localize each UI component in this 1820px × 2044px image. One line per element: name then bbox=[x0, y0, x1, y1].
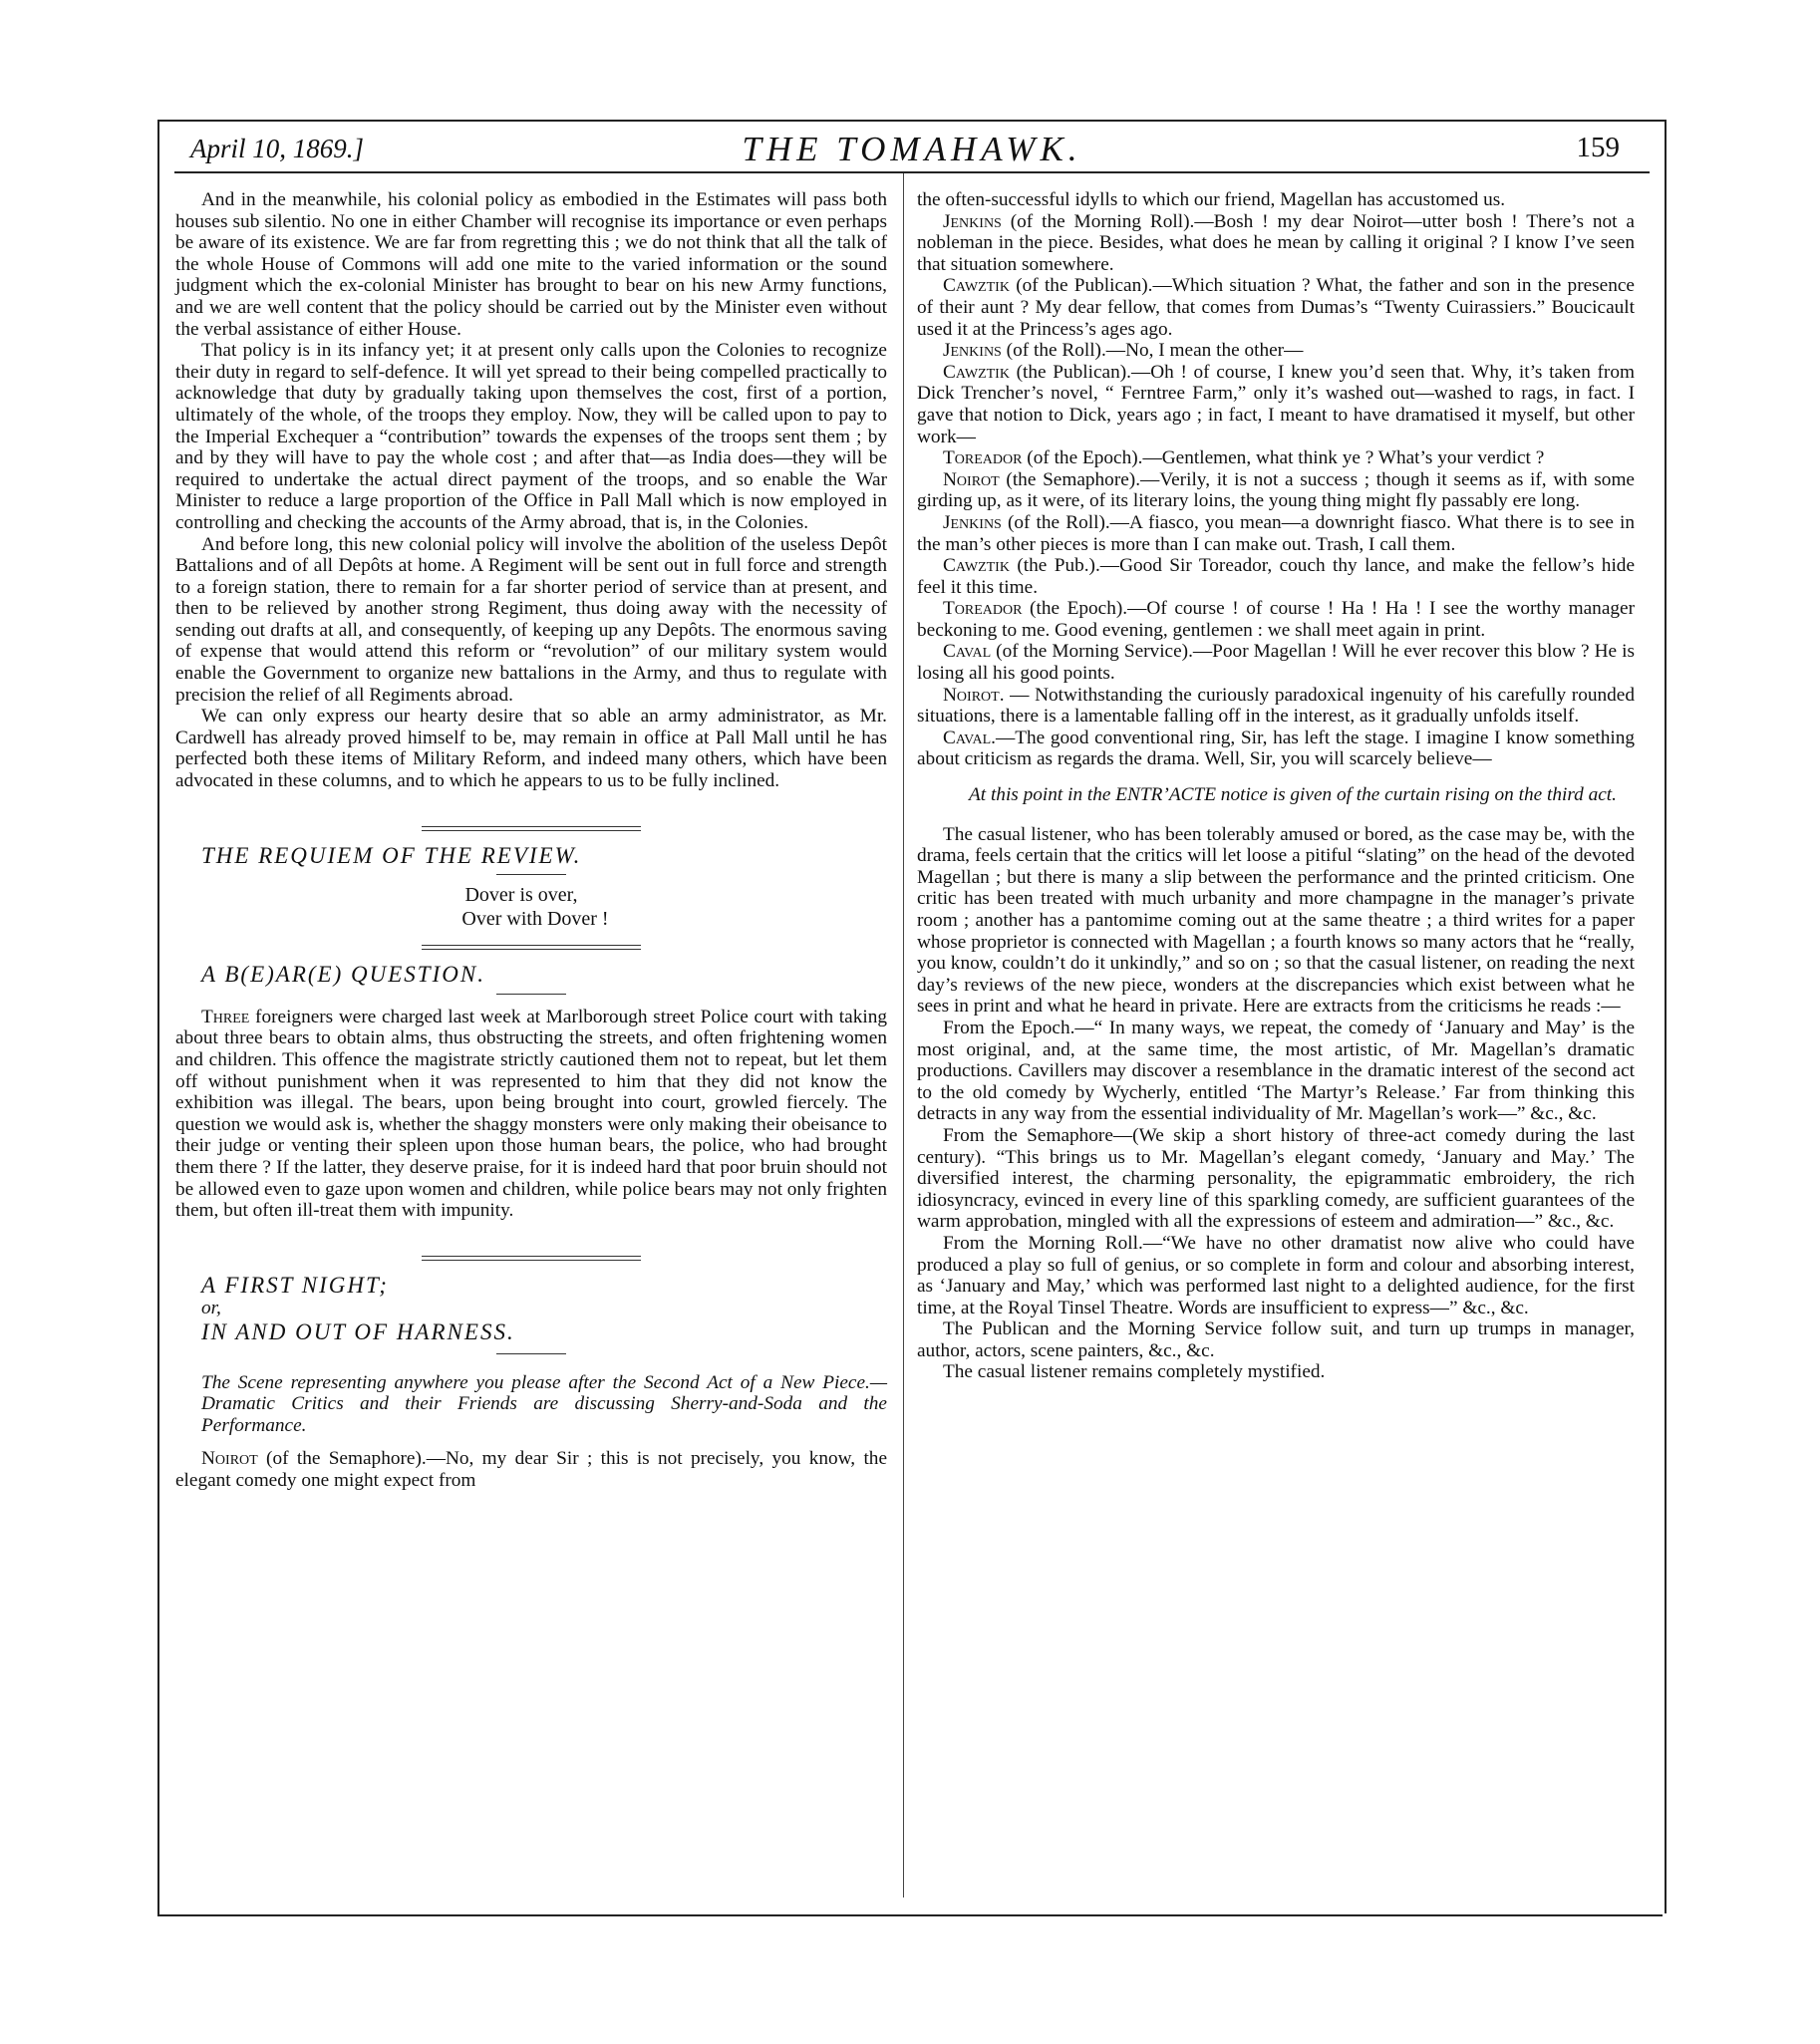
speaker-name: Caval. bbox=[943, 727, 996, 748]
review-morning-roll: From the Morning Roll.—“We have no other dramatist now alive who could have produced a play so full of genius, or so complete in form and colour and absorbing interest, as ‘January and May,’ which was performed last night to a delighted audience, for the first time, at the Royal Tinsel Theatre. Words are insufficient to express—” &c., &c. bbox=[917, 1232, 1635, 1318]
commentary-conclusion: The casual listener remains completely mystified. bbox=[943, 1361, 1326, 1383]
requiem-poem bbox=[155, 883, 887, 931]
speech: (of the Morning Service).—Poor Magellan ! Will he ever recover this blow ? He is losing all his good points. bbox=[917, 641, 1635, 685]
speaker-name: Jenkins bbox=[943, 511, 1002, 533]
noirot-line bbox=[175, 1448, 887, 1491]
dialogue-line bbox=[917, 512, 1635, 555]
dialogue-line bbox=[917, 685, 1635, 728]
dialogue-line bbox=[917, 447, 1635, 469]
colonial-policy-paragraph-2: That policy is in its infancy yet; it at present only calls upon the Colonies to recognize their duty in regard to self-defence. It will yet spread to their being compelled practically to acknowledge that duty by gradually taking upon themselves the cost, first of a portion, ultimately of the whole, of the troops they employ. Now, they will be called upon to pay to the Imperial Exchequer a “contribution” towards the expenses of the troops sent them ; by and by they will have to pay the whole cost ; and after that—as India does—they will be required to undertake the actual direct payment of the troops, and so enable the War Minister to reduce a large proportion of the Office in Pall Mall which is now employed in controlling and checking the accounts of the Army abroad, that is, in the Colonies. bbox=[175, 340, 887, 533]
speaker-name: Toreador bbox=[943, 598, 1023, 620]
poem-line-2: Over with Dover ! bbox=[461, 908, 609, 931]
commentary-paragraph-2: The Publican and the Morning Service follow suit, and turn up trumps in manager, author, actors, scene painters, &c., &c. bbox=[917, 1318, 1635, 1361]
page-border-left bbox=[157, 120, 159, 1915]
commentary-paragraph-1: The casual listener, who has been tolerably amused or bored, as the case may be, with the drama, feels certain that the critics will let loose a pitiful “slating” on the head of the devoted Magellan ; but there is many a slip between the performance and the printed criticism. One critic has been treated with much urbanity and more champagne in the manager’s private room ; another has a pantomime coming out at the same theatre ; a third writes for a paper whose proprietor is connected with Magellan ; a fourth knows so many actors that he “really, you know, couldn’t do it unkindly,” and so on ; so that the casual listener, on reading the next day’s reviews of the new piece, wonders at the discrepancies which exist between what he sees in print and what he heard in private. Here are extracts from the criticisms he reads :— bbox=[917, 823, 1635, 1018]
issue-date: April 10, 1869.] bbox=[190, 134, 365, 163]
scene-direction: The Scene representing anywhere you please after the Second Act of a New Piece.—Dramatic Critics and their Friends are discussing Sherry-and-Soda and the Performance. bbox=[201, 1371, 887, 1436]
speaker-name: Cawztik bbox=[943, 361, 1010, 383]
speaker-name: Jenkins bbox=[943, 340, 1002, 362]
bear-question-text: foreigners were charged last week at Marlborough street Police court with taking about three bears to obtain alms, thus obstructing the streets, and often frightening women and children. This offence the magistrate strictly cautioned them not to repeat, but let them off without punishment when it was represented to him that they did not know the exhibition was illegal. The bears, upon being brought into court, growled fiercely. The question we would ask is, whether the shaggy monsters were only making their obeisance to their judge or venting their spleen upon those human bears, the police, who had brought them there ? If the latter, they deserve praise, for it is indeed hard that poor bruin should not be allowed even to gaze upon women and children, while police bears may not only frighten them, but often ill-treat them with impunity. bbox=[175, 1006, 887, 1222]
review-epoch: From the Epoch.—“ In many ways, we repeat, the comedy of ‘January and May’ is the most original, and, at the same time, the most artistic, of Mr. Magellan’s dramatic productions. Cavillers may discover a resemblance in the dramatic interest of the second act to the old comedy by Wycherly, entitled ‘The Martyr’s Release.’ Far from thinking this detracts in any way from the essential individuality of Mr. Magellan’s work—” &c., &c. bbox=[917, 1017, 1635, 1125]
page-border-bottom bbox=[157, 1914, 1663, 1916]
speech: (of the Publican).—Which situation ? What, the father and son in the presence of their aunt ? My dear fellow, that comes from Dumas’s “Twenty Cuirassiers.” Boucicault used it at the Princess’s ages ago. bbox=[917, 275, 1635, 340]
dialogue-line bbox=[917, 469, 1635, 512]
poem-line-1: Dover is over, bbox=[464, 884, 578, 907]
colonial-policy-paragraph-1: And in the meanwhile, his colonial policy as embodied in the Estimates will pass both houses sub silentio. No one in either Chamber will recognise its importance or even perhaps be aware of its existence. We are far from regretting this ; we do not think that all the talk of the whole House of Commons will add one mite to the varied information or the sound judgment which the ex-colonial Minister has brought to bear on his new Army functions, and we are well content that the policy should be carried out by the Minister even without the verbal assistance of either House. bbox=[175, 189, 887, 340]
speech: (of the Roll).—A fiasco, you mean—a downright fiasco. What there is to see in the man’s other pieces is more than I can make out. Trash, I call them. bbox=[917, 511, 1635, 555]
speaker-name: Caval bbox=[943, 641, 992, 663]
speech: (the Pub.).—Good Sir Toreador, couch thy lance, and make the fellow’s hide feel it this time. bbox=[917, 555, 1635, 598]
dialogue-line bbox=[917, 598, 1635, 641]
bear-lead-word: Three bbox=[201, 1006, 250, 1027]
page-border-right bbox=[1665, 120, 1667, 1913]
bear-question-heading: A B(E)AR(E) QUESTION. bbox=[201, 962, 485, 988]
speaker-name: Jenkins bbox=[943, 210, 1002, 232]
speech: (of the Roll).—No, I mean the other— bbox=[1001, 340, 1304, 362]
speech: (the Publican).—Oh ! of course, I knew you’d seen that. Why, it’s taken from Dick Trencher’s novel, “ Ferntree Farm,” only it’s washed out—washed to rags, in fact. I gave that notion to Dick, years ago ; in fact, I meant to have dramatised it myself, but other work— bbox=[917, 361, 1635, 447]
speaker-name: Toreador bbox=[943, 447, 1023, 469]
colonial-policy-paragraph-3: And before long, this new colonial policy will involve the abolition of the useless Depôt Battalions and of all Depôts at home. A Regiment will be sent out in full force and strength to a foreign station, there to remain for a far shorter period of service than at present, and then to be relieved by another strong Regiment, thus doing away with the necessity of sending out drafts at all, and consequently, of keeping up any Depôts. The enormous saving of expense that would attend this reform or “revolution” of our military system would enable the Government to organize new battalions in the Army, and thus to regulate with precision the relief of all Regiments abroad. bbox=[175, 533, 887, 706]
dialogue-continued: the often-successful idylls to which our friend, Magellan has accustomed us. bbox=[917, 189, 1506, 210]
speech: (the Epoch).—Of course ! of course ! Ha ! Ha ! I see the worthy manager beckoning to me. Good evening, gentlemen : we shall meet again in print. bbox=[917, 598, 1635, 641]
colonial-policy-paragraph-4: We can only express our hearty desire that so able an army administrator, as Mr. Cardwell has already proved himself to be, may remain in office at Pall Mall until he has perfected both these items of Military Reform, and indeed many others, which have been advocated in these columns, and to which he appears to us to be fully inclined. bbox=[175, 706, 887, 792]
requiem-heading: THE REQUIEM OF THE REVIEW. bbox=[201, 842, 582, 868]
dialogue-line bbox=[917, 728, 1635, 770]
first-night-heading: A FIRST NIGHT; bbox=[201, 1272, 389, 1298]
speaker-name: Cawztik bbox=[943, 275, 1010, 297]
stage-direction: At this point in the ENTR’ACTE notice is given of the curtain rising on the third act. bbox=[969, 784, 1617, 806]
page-border-top bbox=[157, 120, 1665, 122]
dialogue-line bbox=[917, 275, 1635, 340]
header-rule bbox=[174, 171, 1650, 173]
masthead-title: THE TOMAHAWK. bbox=[742, 130, 1082, 168]
speech: —The good conventional ring, Sir, has left the stage. I imagine I know something about criticism as regards the drama. Well, Sir, you will scarcely believe— bbox=[917, 727, 1635, 770]
page-number: 159 bbox=[1576, 132, 1620, 163]
right-column bbox=[917, 189, 1635, 1383]
dialogue-line bbox=[917, 211, 1635, 276]
dialogue-line bbox=[917, 641, 1635, 684]
noirot-speech: (of the Semaphore).—No, my dear Sir ; this is not precisely, you know, the elegant comedy one might expect from bbox=[175, 1448, 887, 1491]
page-header bbox=[174, 128, 1650, 171]
first-night-or: or, bbox=[201, 1298, 221, 1319]
dialogue-line bbox=[917, 362, 1635, 447]
speech: (of the Epoch).—Gentlemen, what think ye ? What’s your verdict ? bbox=[1022, 447, 1545, 469]
speaker-name: Noirot. bbox=[943, 684, 1005, 706]
speaker-name: Noirot bbox=[943, 468, 1000, 490]
speaker-noirot: Noirot bbox=[201, 1448, 258, 1470]
column-divider bbox=[903, 173, 904, 1898]
speech: — Notwithstanding the curiously paradoxical ingenuity of his carefully rounded situations, there is a lamentable falling off in the interest, as it gradually unfolds itself. bbox=[917, 684, 1635, 728]
first-night-subheading: IN AND OUT OF HARNESS. bbox=[201, 1318, 515, 1344]
review-semaphore: From the Semaphore—(We skip a short history of three-act comedy during the last century). “This brings us to Mr. Magellan’s elegant comedy, ‘January and May.’ The diversified interest, the charming personality, the epigrammatic embroidery, the rich idiosyncracy, evinced in every line of this sparkling comedy, are sufficient guarantees of the warm approbation, mingled with all the expressions of esteem and admiration—” &c., &c. bbox=[917, 1124, 1635, 1233]
dialogue-line bbox=[917, 340, 1635, 362]
speech: (the Semaphore).—Verily, it is not a success ; though it seems as if, with some girding up, as it were, of its literary loins, the young thing might fly passably ere long. bbox=[917, 468, 1635, 512]
bear-question-paragraph bbox=[175, 1007, 887, 1222]
dialogue-line bbox=[917, 555, 1635, 598]
speaker-name: Cawztik bbox=[943, 555, 1010, 577]
left-column bbox=[175, 189, 887, 1492]
speech: (of the Morning Roll).—Bosh ! my dear Noirot—utter bosh ! There’s not a nobleman in the piece. Besides, what does he mean by calling it original ? I know I’ve seen that situation somewhere. bbox=[917, 210, 1635, 275]
